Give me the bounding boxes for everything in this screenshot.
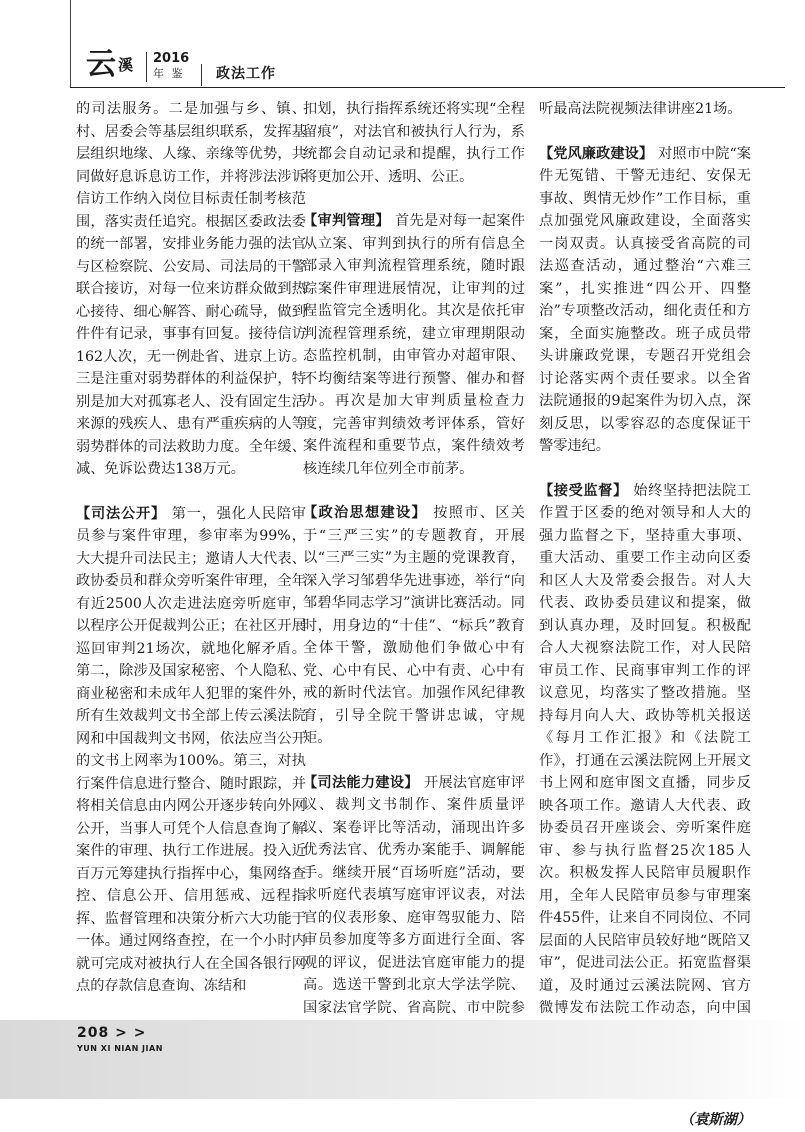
paragraph-text: 扣划，执行指挥系统还将实现“全程留痕”，对法官和被执行人行为，系统都会自动记录和提醒，执行工作将更加公开、透明、公正。 (303, 101, 525, 185)
paragraph-text: 按照市、区关于“三严三实”的专题教育，开展以“三严三实”为主题的党课教育，深入学习邹碧华先进事迹，举行“向邹碧华同志学习”演讲比赛活动。同时，用身边的“十佳”、“标兵”教育全体干警，激励他们争做心中有党、心中有民、心中有责、心中有戒的新时代法官。加强作风纪律教育，引导全院干警讲忠诚，守规矩。 (303, 505, 525, 746)
paragraph-gap (303, 480, 525, 502)
brand-logo (86, 48, 133, 82)
section-title: 政法工作 (201, 64, 276, 86)
brand-main: 云 (86, 47, 116, 82)
paragraph-gap (76, 481, 306, 503)
paragraph-heading: 【司法公开】 (76, 505, 172, 522)
paragraph-heading: 【审判管理】 (303, 213, 396, 229)
paragraph (303, 502, 525, 750)
paragraph-text: 听最高法院视频法律讲座21场。 (539, 101, 742, 117)
paragraph (76, 503, 306, 998)
page-footer-title: YUN XI NIAN JIAN (77, 1044, 163, 1053)
header-rule (70, 87, 785, 88)
paragraph-text: 首先是对每一起案件从立案、审判到执行的所有信息全部录入审判流程管理系统，随时跟踪案件审理进展情况，让审判的过程监管完全透明化。其次是依托审判流程管理系统，建立审理期限动态监控机制，由审管办对超审限、不均衡结案等进行预警、催办和督办。再次是加大审判质量检查力度，完善审判绩效考评体系，管好案件流程和重要节点，案件绩效考核连续几年位列全市前茅。 (303, 213, 525, 477)
paragraph-gap (303, 750, 525, 772)
paragraph-gap (539, 458, 751, 480)
yearbook-label: 年 鉴 (153, 67, 185, 80)
paragraph-heading: 【政治思想建设】 (303, 505, 434, 521)
paragraph (303, 210, 525, 480)
paragraph-heading: 【接受监督】 (539, 482, 634, 499)
page-header (0, 0, 805, 92)
brand-sub: 溪 (118, 56, 134, 74)
paragraph-gap (539, 121, 751, 143)
paragraph-gap (303, 188, 525, 210)
paragraph-text: 对照市中院“案件无冤错、干警无违纪、安保无事故、舆情无炒作”工作目标，重点加强党风廉政建设，全面落实一岗双责。认真接受省高院的司法巡查活动，通过整治“六难三案”，扎实推进“四公开、四整治”专项整改活动，细化责任和方案，全面实施整改。班子成员带头讲廉政党课，专题召开党组会讨论落实两个责任要求。以全省法院通报的9起案件为切入点，深刻反思，以零容忍的态度保证干警零违纪。 (539, 145, 751, 454)
column-1 (76, 98, 306, 998)
paragraph-heading: 【司法能力建设】 (303, 774, 424, 791)
column-3 (539, 98, 751, 1132)
paragraph (539, 480, 751, 1088)
header-vertical-rule (70, 0, 71, 88)
paragraph-heading: 【党风廉政建设】 (539, 145, 659, 162)
paragraph-text: 的司法服务。二是加强与乡、镇、村、居委会等基层组织联系，发挥基层组织地缘、人缘、亲缘等优势，共同做好息诉息访工作，并将涉法涉诉信访工作纳入岗位目标责任制考核范围，落实责任追究。根据区委政法委的统一部署，安排业务能力强的法官与区检察院、公安局、司法局的干警联合接访，对每一位来访群众做到热心接待、细心解答、耐心疏导，做到件件有记录，事事有回复。接待信访162人次，无一例赴省、进京上访。三是注重对弱势群体的利益保护，特别是加大对孤寡老人、没有固定生活来源的残疾人、患有严重疾病的人等弱势群体的司法救助力度。全年缓、减、免诉讼费达138万元。 (76, 101, 306, 477)
column-2 (303, 98, 525, 1064)
paragraph-text: 始终坚持把法院工作置于区委的绝对领导和人大的强力监督之下，坚持重大事项、重大活动、重要工作主动向区委和区人大及常委会报告。对人大代表、政协委员建议和提案，做到认真办理，及时回复。积极配合人大视察法院工作，对人民陪审员工作、民商事审判工作的评议意见，均落实了整改措施。坚持每月向人大、政协等机关报送《每月工作汇报》和《法院工作》，打通在云溪法院网上开展文书上网和庭审图文直播，同步反映各项工作。邀请人大代表、政协委员召开座谈会、旁听案件庭审、参与执行监督25次185人次。积极发挥人民陪审员履职作用，全年人民陪审员参与审理案件455件，让来自不同岗位、不同层面的人民陪审员较好地“既陪又审”，促进司法公正。拓宽监督渠道，及时通过云溪法院网、官方微博发布法院工作动态，向中国 (539, 482, 751, 1016)
paragraph (539, 98, 751, 121)
paragraph-text: 开展法官庭审评议、裁判文书制作、案件质量评议、案卷评比等活动，涌现出许多优秀法官、优秀办案能手、调解能手。继续开展“百场听庭”活动，要求听庭代表填写庭审评议表，对法官的仪表形象、庭审驾驭能力、陪审员参加度等多方面进行全面、客观的评议，促进法官庭审能力的提高。选送干警到北京大学法学院、国家法官学院、省高院、市中院参 (303, 774, 525, 1016)
yearbook-year: 2016 (153, 51, 190, 66)
yearbook-box (146, 52, 199, 82)
paragraph-text: 第一，强化人民陪审员参与案件审理，参审率为99%，大大提升司法民主；邀请人大代表、政协委员和群众旁听案件审理，全年有近2500人次走进法庭旁听庭审，以程序公开促裁判公正；在社区开展巡回审判21场次，就地化解矛盾。第二，除涉及国家秘密、个人隐私、商业秘密和未成年人犯罪的案件外，所有生效裁判文书全部上传云溪法院网和中国裁判文书网，依法应当公开的文书上网率为100%。第三，对执行案件信息进行整合、随时跟踪，并将相关信息由内网公开逐步转向外网公开，当事人可凭个人信息查询了解案件的审理、执行工作进展。投入近百万元筹建执行指挥中心，集网络查控、信息公开、信用惩戒、远程指挥、监督管理和决策分析六大功能于一体。通过网络查控，在一个小时内就可完成对被执行人在全国各银行网点的存款信息查询、冻结和 (76, 505, 306, 994)
paragraph (76, 98, 306, 481)
paragraph (539, 143, 751, 458)
author-credit: （袁斯湖） (680, 1112, 751, 1128)
page-number: 208 > > (77, 1025, 147, 1041)
paragraph (303, 98, 525, 188)
